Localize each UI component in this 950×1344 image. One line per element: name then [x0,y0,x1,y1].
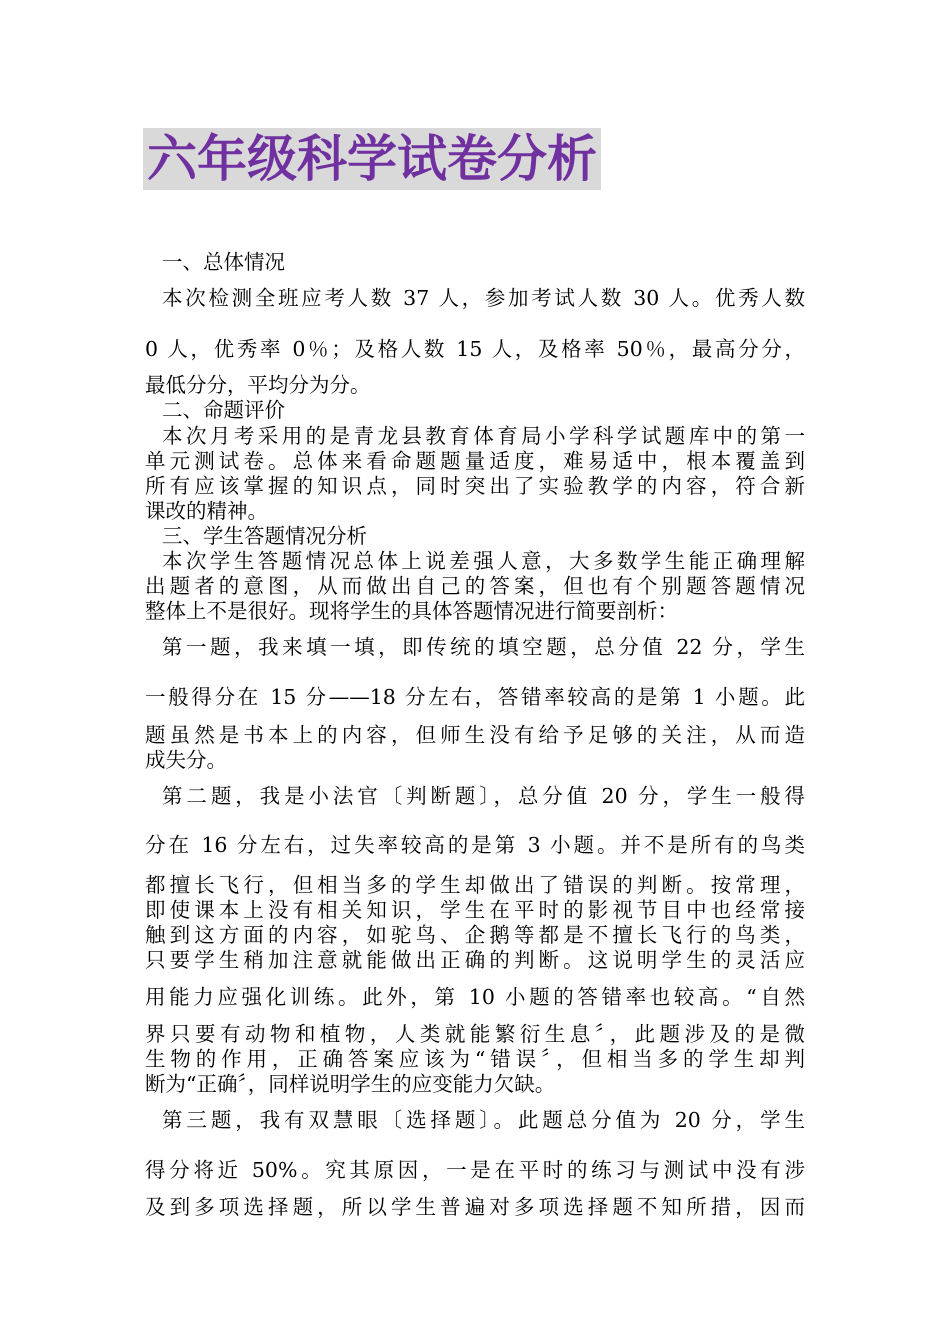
text-line: 分在 16 分左右，过失率较高的是第 3 小题。并不是所有的鸟类 [145,833,805,857]
text-line: 第一题，我来填一填，即传统的填空题，总分值 22 分，学生 [162,635,805,659]
text-line: 整体上不是很好。现将学生的具体答题情况进行简要剖析： [145,599,678,623]
text-line: 断为“正确〞，同样说明学生的应变能力欠缺。 [145,1072,556,1096]
text-line: 即使课本上没有相关知识，学生在平时的影视节目中也经常接 [145,898,805,922]
text-line: 本次检测全班应考人数 37 人，参加考试人数 30 人。优秀人数 [162,286,805,310]
text-line: 得分将近 50%。究其原因，一是在平时的练习与测试中没有涉 [145,1158,805,1182]
text-line: 本次学生答题情况总体上说差强人意，大多数学生能正确理解 [162,549,805,573]
text-line: 界只要有动物和植物，人类就能繁衍生息〞，此题涉及的是微 [145,1022,805,1046]
text-line: 用能力应强化训练。此外，第 10 小题的答错率也较高。“自然 [145,985,805,1009]
text-line: 成失分。 [145,748,227,772]
text-line: 及到多项选择题，所以学生普遍对多项选择题不知所措，因而 [145,1195,805,1219]
text-line: 单元测试卷。总体来看命题题量适度，难易适中，根本覆盖到 [145,449,805,473]
section-heading-overview: 一、总体情况 [162,250,285,274]
text-line: 第二题，我是小法官〔判断题〕，总分值 20 分，学生一般得 [162,784,805,808]
text-line: 所有应该掌握的知识点，同时突出了实验教学的内容，符合新 [145,474,805,498]
text-line: 最低分分，平均分为分。 [145,373,371,397]
text-line: 触到这方面的内容，如驼鸟、企鹅等都是不擅长飞行的鸟类， [145,923,805,947]
text-line: 只要学生稍加注意就能做出正确的判断。这说明学生的灵活应 [145,948,805,972]
text-line: 一般得分在 15 分——18 分左右，答错率较高的是第 1 小题。此 [145,685,805,709]
text-line: 出题者的意图，从而做出自己的答案，但也有个别题答题情况 [145,574,805,598]
document-title: 六年级科学试卷分析 [143,128,601,190]
text-line: 都擅长飞行，但相当多的学生却做出了错误的判断。按常理， [145,873,805,897]
text-line: 题虽然是书本上的内容，但师生没有给予足够的关注，从而造 [145,723,805,747]
section-heading-analysis: 三、学生答题情况分析 [162,524,367,548]
text-line: 本次月考采用的是青龙县教育体育局小学科学试题库中的第一 [162,424,805,448]
text-line: 课改的精神。 [145,499,268,523]
text-line: 第三题，我有双慧眼〔选择题〕。此题总分值为 20 分，学生 [162,1108,805,1132]
text-line: 生物的作用，正确答案应该为“错误〞，但相当多的学生却判 [145,1047,805,1071]
section-heading-evaluation: 二、命题评价 [162,398,285,422]
text-line: 0 人，优秀率 0％；及格人数 15 人，及格率 50％，最高分分， [145,337,805,361]
